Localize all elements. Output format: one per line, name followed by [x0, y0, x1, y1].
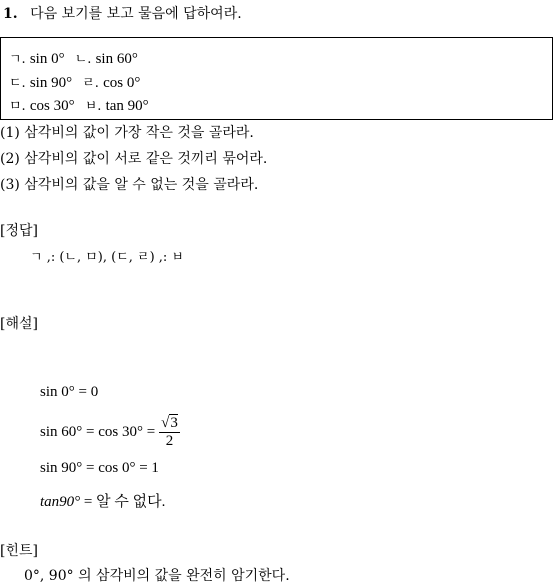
explanation-line-4-italic: tan90° — [40, 494, 81, 510]
sqrt-symbol: √3 — [161, 414, 178, 431]
option-e-label: ㅁ. — [9, 99, 26, 114]
sub-question-2: (2) 삼각비의 값이 서로 같은 것끼리 묶어라. — [0, 151, 268, 167]
option-d-label: ㄹ. — [82, 76, 99, 91]
question-prompt: 다음 보기를 보고 물음에 답하여라. — [30, 6, 242, 22]
option-a-expr: sin 0° — [29, 51, 65, 67]
explanation-line-1: sin 0° = 0 — [40, 384, 99, 400]
option-a-label: ㄱ. — [9, 52, 26, 67]
radicand: 3 — [170, 414, 178, 431]
question-number: 1. — [3, 6, 18, 22]
options-row-1 — [9, 48, 138, 68]
explanation-line-3: sin 90° = cos 0° = 1 — [40, 460, 159, 476]
sub-question-1: (1) 삼각비의 값이 가장 작은 것을 골라라. — [0, 125, 254, 141]
sub-question-3: (3) 삼각비의 값을 알 수 없는 것을 골라라. — [0, 177, 259, 193]
question-header — [3, 3, 242, 23]
option-b-label: ㄴ. — [74, 52, 92, 67]
option-b-expr: sin 60° — [95, 51, 138, 67]
fraction-sqrt3-over-2 — [159, 415, 180, 450]
explanation-line-4-rest: = 알 수 없다. — [80, 494, 166, 510]
answer-heading: [정답] — [0, 223, 38, 239]
explanation-line-4 — [40, 490, 165, 511]
hint-heading: [힌트] — [0, 543, 38, 559]
option-c-label: ㄷ. — [9, 76, 26, 91]
options-row-2 — [9, 72, 140, 92]
explanation-line-2 — [40, 412, 180, 452]
option-f-label: ㅂ. — [84, 99, 102, 114]
hint-text: 0°, 90° 의 삼각비의 값을 완전히 암기한다. — [24, 568, 290, 584]
option-e-expr: cos 30° — [29, 98, 75, 114]
answer-text: ㄱ ,: (ㄴ, ㅁ), (ㄷ, ㄹ) ,: ㅂ — [30, 250, 184, 265]
option-c-expr: sin 90° — [29, 75, 73, 91]
explanation-heading: [해설] — [0, 316, 38, 332]
option-f-expr: tan 90° — [105, 98, 149, 114]
denominator: 2 — [165, 432, 174, 449]
options-box — [0, 37, 553, 120]
option-d-expr: cos 0° — [103, 75, 141, 91]
explanation-line-2-left: sin 60° = cos 30° = — [40, 423, 156, 440]
options-row-3 — [9, 95, 149, 115]
